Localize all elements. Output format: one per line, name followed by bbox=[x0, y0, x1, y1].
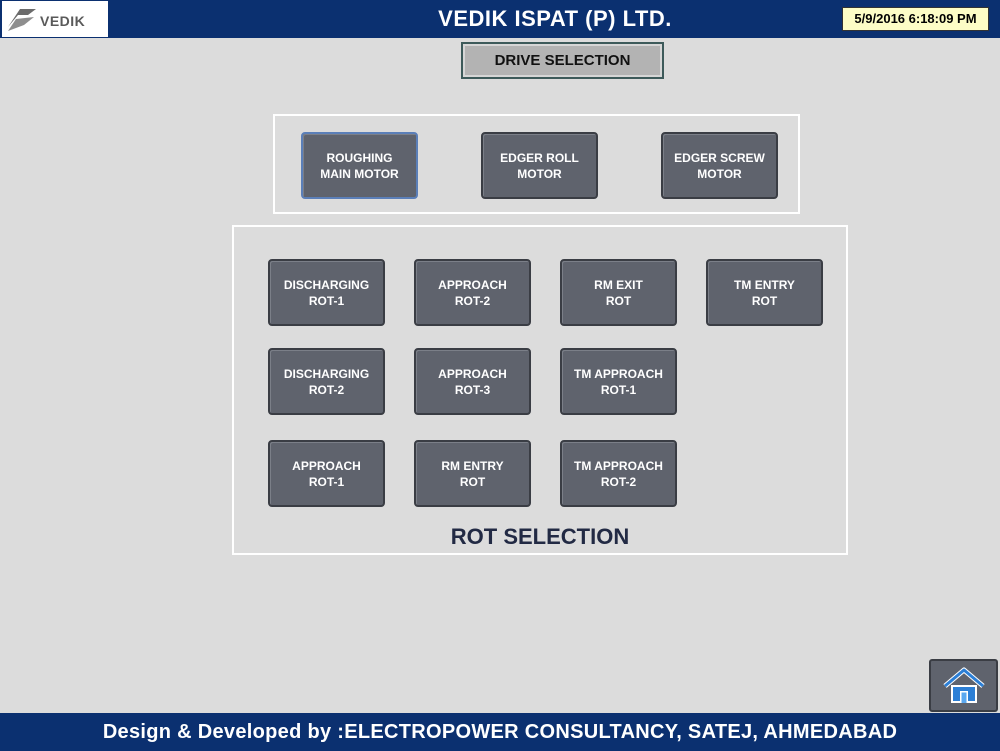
button-label-line1: TM APPROACH bbox=[574, 458, 663, 473]
button-label-line1: ROUGHING bbox=[326, 150, 393, 165]
discharging-rot-2-button[interactable] bbox=[268, 348, 385, 415]
button-label-line2: ROT-3 bbox=[454, 382, 491, 397]
button-label-line2: ROT bbox=[751, 293, 778, 308]
rm-entry-rot-button[interactable] bbox=[414, 440, 531, 507]
button-label-line1: RM EXIT bbox=[594, 277, 643, 292]
button-label-line2: MOTOR bbox=[697, 166, 742, 181]
approach-rot-2-button[interactable] bbox=[414, 259, 531, 326]
tm-approach-rot-1-button[interactable] bbox=[560, 348, 677, 415]
discharging-rot-1-button[interactable] bbox=[268, 259, 385, 326]
button-label-line2: ROT-1 bbox=[308, 474, 345, 489]
tm-entry-rot-button[interactable] bbox=[706, 259, 823, 326]
button-label-line2: MOTOR bbox=[517, 166, 562, 181]
button-label-line2: ROT-2 bbox=[454, 293, 491, 308]
button-label-line1: TM ENTRY bbox=[734, 277, 795, 292]
roughing-main-motor-button[interactable] bbox=[301, 132, 418, 199]
edger-roll-motor-button[interactable] bbox=[481, 132, 598, 199]
button-label-line1: EDGER ROLL bbox=[500, 150, 579, 165]
button-label-line1: APPROACH bbox=[438, 366, 507, 381]
tm-approach-rot-2-button[interactable] bbox=[560, 440, 677, 507]
button-label-line1: DISCHARGING bbox=[283, 277, 370, 292]
home-button[interactable] bbox=[929, 659, 998, 712]
button-label-line1: DISCHARGING bbox=[283, 366, 370, 381]
rot-selection-title: ROT SELECTION bbox=[450, 524, 630, 549]
button-label-line2: ROT-2 bbox=[600, 474, 637, 489]
button-label-line1: EDGER SCREW bbox=[674, 150, 765, 165]
button-label-line2: ROT-1 bbox=[308, 293, 345, 308]
logo-text: VEDIK bbox=[40, 13, 86, 29]
button-label-line1: APPROACH bbox=[438, 277, 507, 292]
app-title: VEDIK ISPAT (P) LTD. bbox=[438, 6, 672, 31]
drive-selection-title: DRIVE SELECTION bbox=[461, 42, 664, 79]
approach-rot-3-button[interactable] bbox=[414, 348, 531, 415]
button-label-line1: TM APPROACH bbox=[574, 366, 663, 381]
edger-screw-motor-button[interactable] bbox=[661, 132, 778, 199]
footer-credits: Design & Developed by :ELECTROPOWER CONSULTANCY, SATEJ, AHMEDABAD bbox=[0, 713, 1000, 751]
button-label-line2: ROT-1 bbox=[600, 382, 637, 397]
home-icon bbox=[941, 666, 987, 706]
rm-exit-rot-button[interactable] bbox=[560, 259, 677, 326]
approach-rot-1-button[interactable] bbox=[268, 440, 385, 507]
button-label-line2: MAIN MOTOR bbox=[320, 166, 399, 181]
header-bar bbox=[0, 0, 1000, 38]
button-label-line1: APPROACH bbox=[292, 458, 361, 473]
button-label-line1: RM ENTRY bbox=[441, 458, 504, 473]
button-label-line2: ROT bbox=[605, 293, 632, 308]
button-label-line2: ROT-2 bbox=[308, 382, 345, 397]
datetime-display: 5/9/2016 6:18:09 PM bbox=[842, 7, 989, 31]
button-label-line2: ROT bbox=[459, 474, 486, 489]
